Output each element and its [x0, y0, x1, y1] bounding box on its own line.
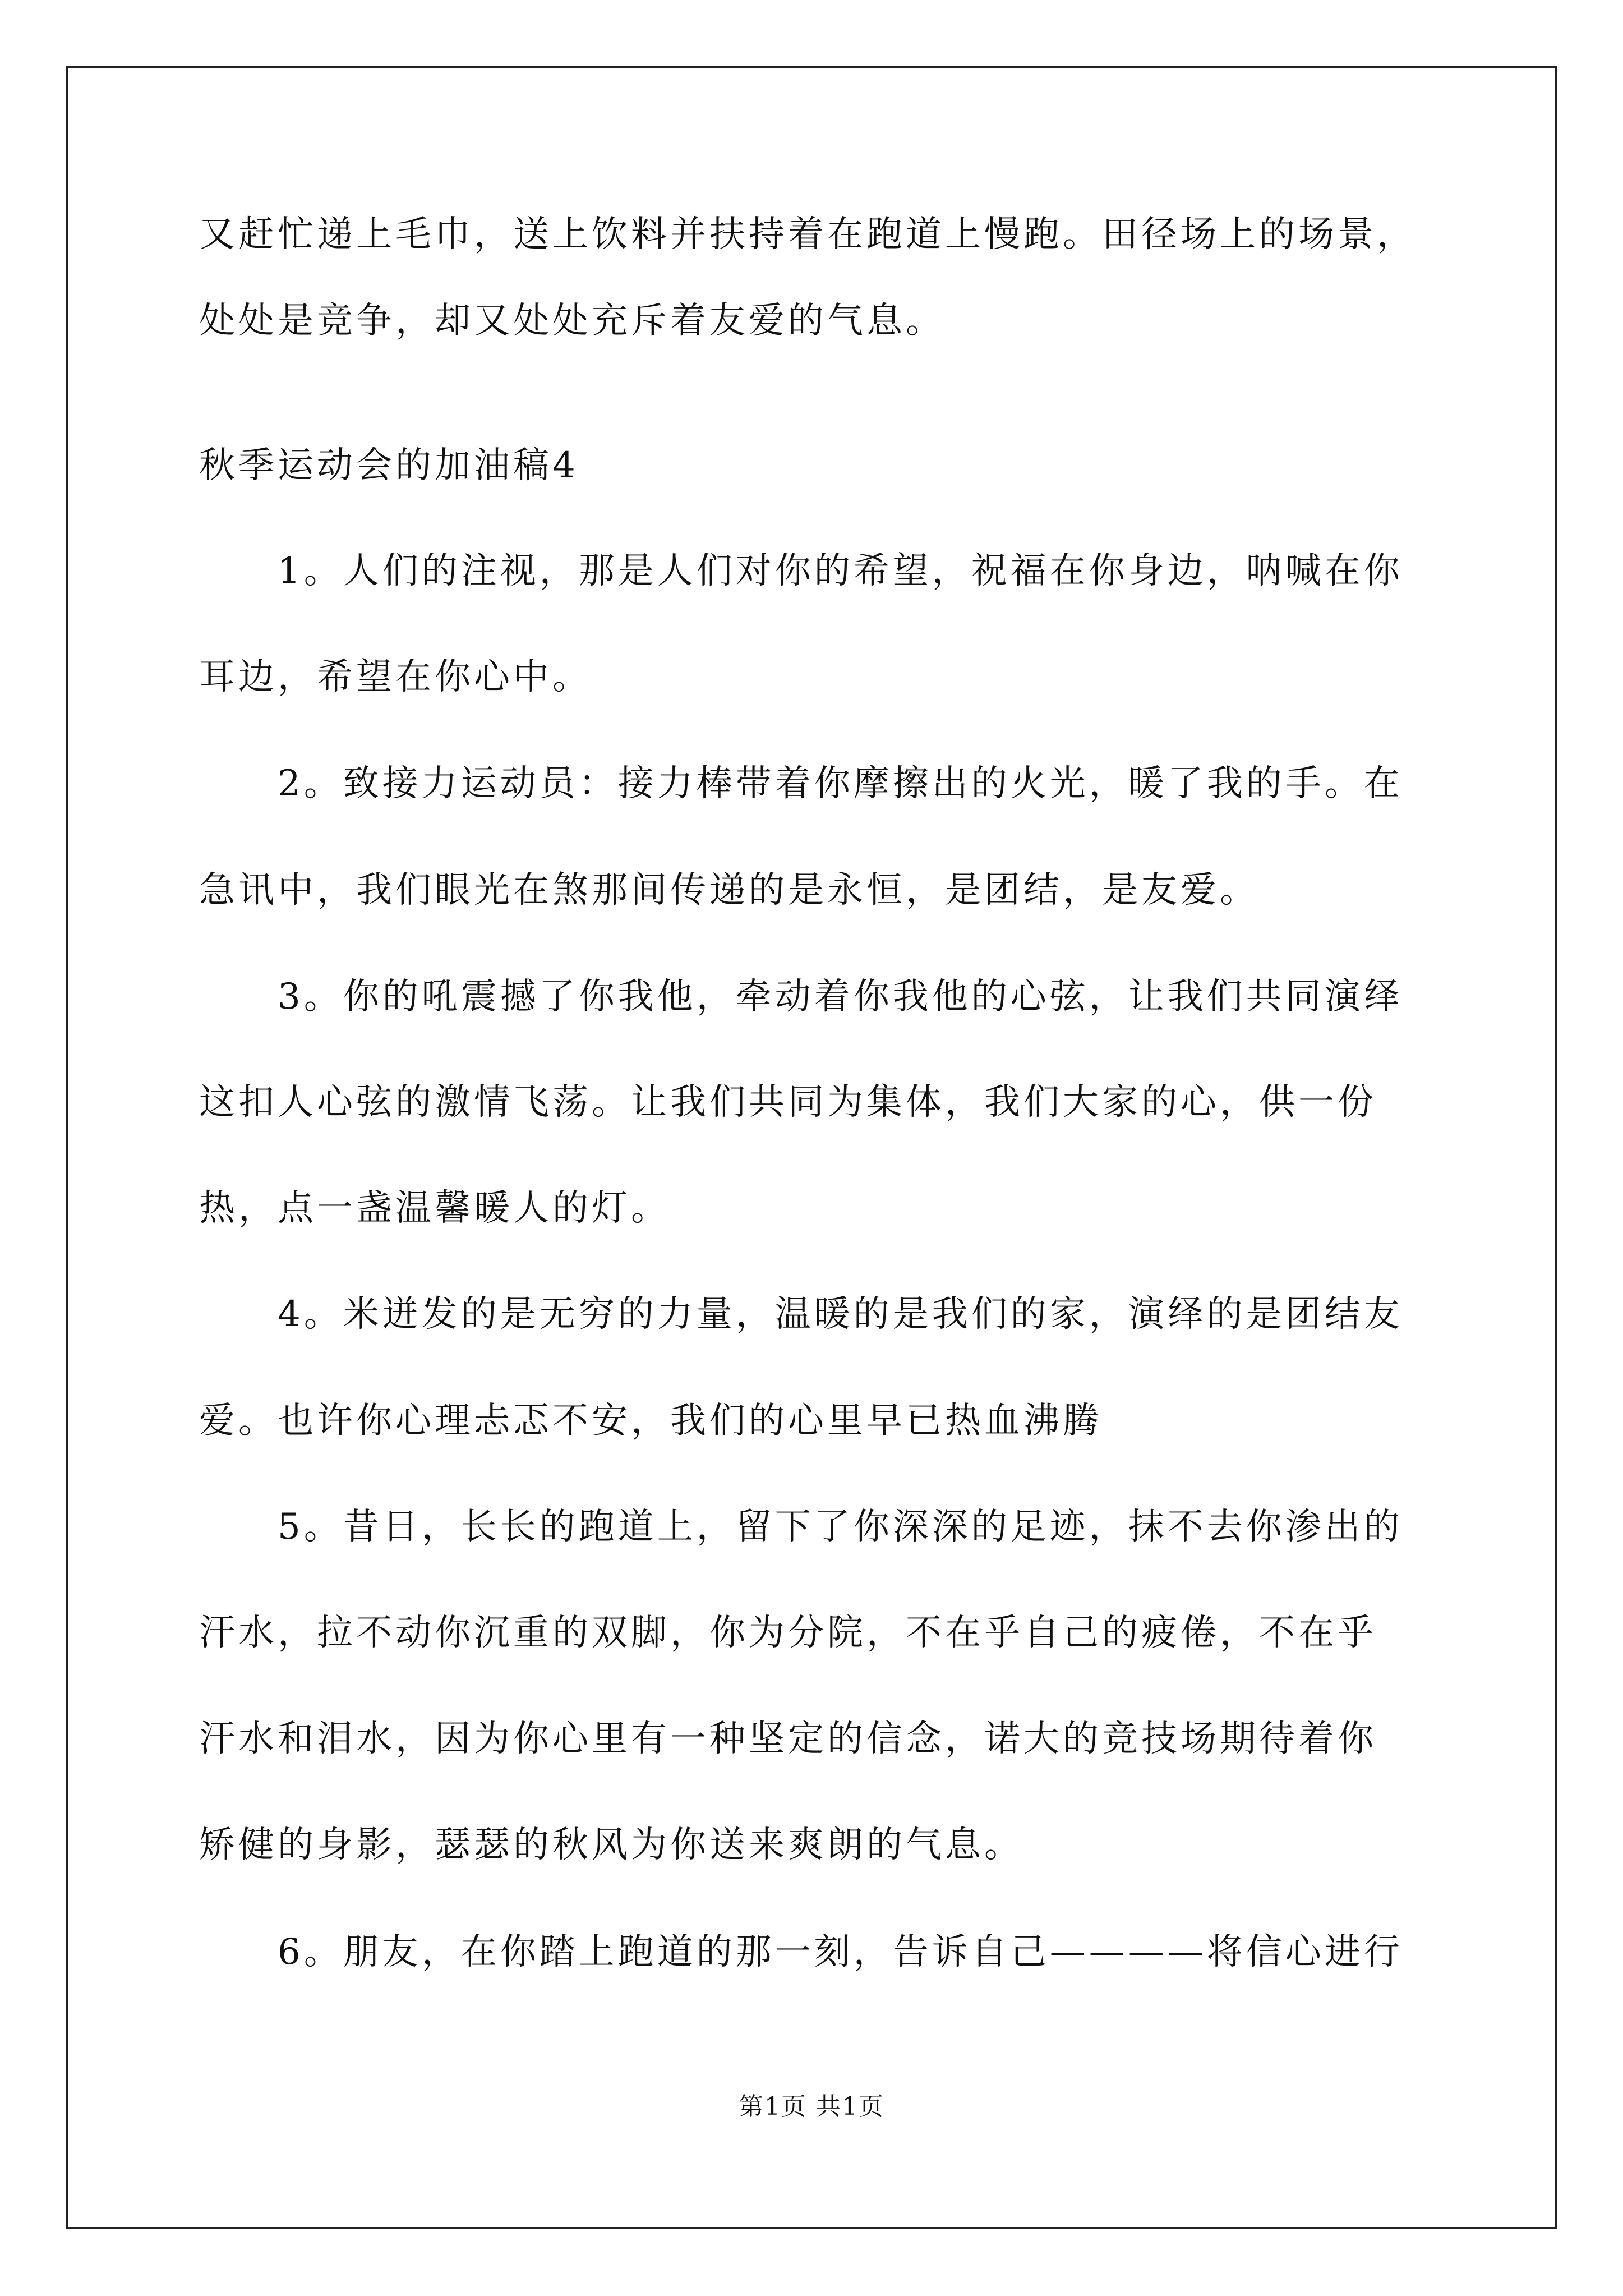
body-line: 处处是竞争，却又处处充斥着友爱的气息。 [199, 300, 945, 342]
page-footer: 第1页 共1页 [739, 2092, 884, 2121]
body-line: 矫健的身影，瑟瑟的秋风为你送来爽朗的气息。 [199, 1824, 1023, 1866]
body-line: 耳边，希望在你心中。 [199, 656, 592, 698]
body-line: 5。昔日，长长的跑道上，留下了你深深的足迹，抹不去你渗出的 [278, 1506, 1403, 1548]
body-line: 2。致接力运动员：接力棒带着你摩擦出的火光，暖了我的手。在 [278, 763, 1403, 804]
body-line: 汗水，拉不动你沉重的双脚，你为分院，不在乎自己的疲倦，不在乎 [199, 1612, 1377, 1654]
body-line: 6。朋友，在你踏上跑道的那一刻，告诉自己————将信心进行 [278, 1931, 1403, 1973]
body-line: 4。米迸发的是无穷的力量，温暖的是我们的家，演绎的是团结友 [278, 1294, 1403, 1335]
body-line: 又赶忙递上毛巾，送上饮料并扶持着在跑道上慢跑。田径场上的场景， [199, 214, 1416, 255]
body-line: 热，点一盏温馨暖人的灯。 [199, 1188, 670, 1229]
body-line: 1。人们的注视，那是人们对你的希望，祝福在你身边，呐喊在你 [278, 550, 1403, 592]
page-border [66, 66, 1557, 2229]
body-line: 爱。也许你心理忐忑不安，我们的心里早已热血沸腾 [199, 1400, 1102, 1442]
body-line: 汗水和泪水，因为你心里有一种坚定的信念，诺大的竞技场期待着你 [199, 1718, 1377, 1760]
body-line: 急讯中，我们眼光在煞那间传递的是永恒，是团结，是友爱。 [199, 869, 1259, 911]
body-line: 3。你的吼震撼了你我他，牵动着你我他的心弦，让我们共同演绎 [278, 976, 1403, 1018]
body-line: 这扣人心弦的激情飞荡。让我们共同为集体，我们大家的心，供一份 [199, 1082, 1377, 1123]
section-heading: 秋季运动会的加油稿4 [199, 445, 579, 486]
